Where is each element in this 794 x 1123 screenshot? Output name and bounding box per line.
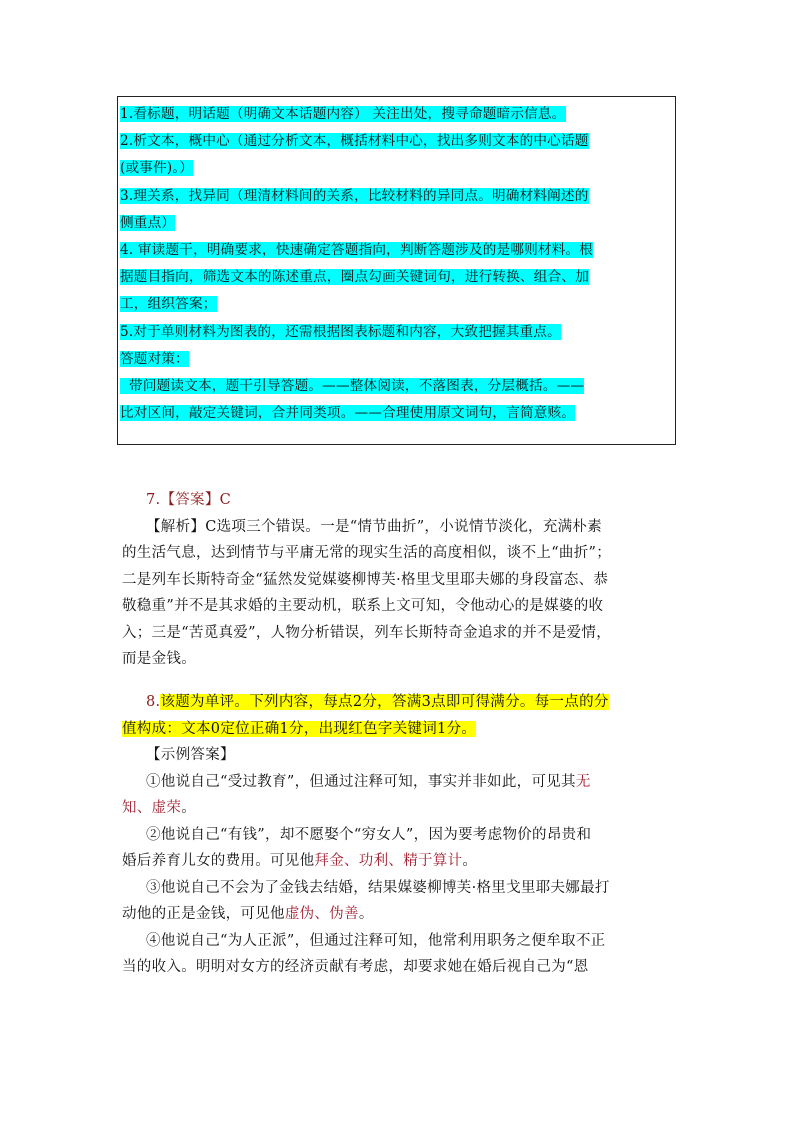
answer-methods-box <box>117 96 676 445</box>
q8-item-4-cont: 当的收入。明明对女方的经济贡献有考虑，却要求她在婚后视自己为“恩 <box>122 959 589 975</box>
methods-line: 工，组织答案； <box>120 296 217 313</box>
q8-item-1-cont: 知、虚荣。 <box>122 800 197 816</box>
methods-line: 3.理关系，找异同（理清材料间的关系，比较材料的异同点。明确材料阐述的 <box>120 187 589 204</box>
question-7 <box>122 487 674 673</box>
q8-item-2-cont: 婚后养育儿女的费用。可见他拜金、功利、精于算计。 <box>122 853 478 869</box>
q7-analysis-line: 的生活气息，达到情节与平庸无常的现实生活的高度相似，谈不上“曲折”； <box>122 545 612 561</box>
q7-analysis-line: 【解析】C选项三个错误。一是“情节曲折”，小说情节淡化，充满朴素 <box>146 518 603 535</box>
methods-line: (或事件)。） <box>120 160 194 177</box>
methods-line: 2.析文本，概中心（通过分析文本，概括材料中心，找出多则文本的中心话题 <box>120 133 589 150</box>
methods-line: 答题对策： <box>120 350 189 367</box>
q8-item-3: ③他说自己不会为了金钱去结婚，结果媒婆柳博芙·格里戈里耶夫娜最打 <box>146 879 610 896</box>
methods-line: 4. 审读题干，明确要求，快速确定答题指向，判断答题涉及的是哪则材料。根 <box>120 241 594 258</box>
q8-item-2: ②他说自己“有钱”，却不愿娶个“穷女人”，因为要考虑物价的昂贵和 <box>146 826 592 843</box>
methods-line: 5.对于单则材料为图表的，还需根据图表标题和内容，大致把握其重点。 <box>120 323 561 340</box>
methods-line: 1.看标题，明话题（明确文本话题内容） 关注出处，搜寻命题暗示信息。 <box>120 106 566 122</box>
q7-answer: 7.【答案】C <box>146 492 232 508</box>
q7-analysis-line: 敬稳重”并不是其求婚的主要动机，联系上文可知，令他动心的是媒婆的收 <box>122 598 604 614</box>
q8-intro: 8.该题为单评。下列内容，每点2分，答满3点即可得满分。每一点的分 <box>146 694 609 710</box>
question-8 <box>122 689 674 981</box>
q8-item-1: ①他说自己“受过教育”，但通过注释可知，事实并非如此，可见其无 <box>146 773 591 790</box>
q8-criteria: 值构成：文本0定位正确1分，出现红色字关键词1分。 <box>122 720 477 737</box>
q8-example-label: 【示例答案】 <box>146 747 235 763</box>
q7-analysis-line: 而是金钱。 <box>122 651 196 667</box>
methods-line: 据题目指向，筛选文本的陈述重点，圈点勾画关键词句，进行转换、组合、加 <box>120 269 589 286</box>
methods-line: 比对区间，敲定关键词，合并同类项。——合理使用原文词句，言简意赅。 <box>120 405 576 422</box>
q7-analysis-line: 二是列车长斯特奇金“猛然发觉媒婆柳博芙·格里戈里耶夫娜的身段富态、恭 <box>122 571 609 588</box>
methods-line: 带问题读文本，题干引导答题。——整体阅读，不落图表，分层概括。—— <box>120 377 585 394</box>
methods-line: 侧重点） <box>120 214 176 231</box>
q8-item-3-cont: 动他的正是金钱，可见他虚伪、伪善。 <box>122 906 374 922</box>
q7-analysis-line: 入；三是“苦觅真爱”，人物分析错误，列车长斯特奇金追求的并不是爱情， <box>122 624 612 641</box>
q8-item-4: ④他说自己“为人正派”，但通过注释可知，他常利用职务之便牟取不正 <box>146 932 606 949</box>
